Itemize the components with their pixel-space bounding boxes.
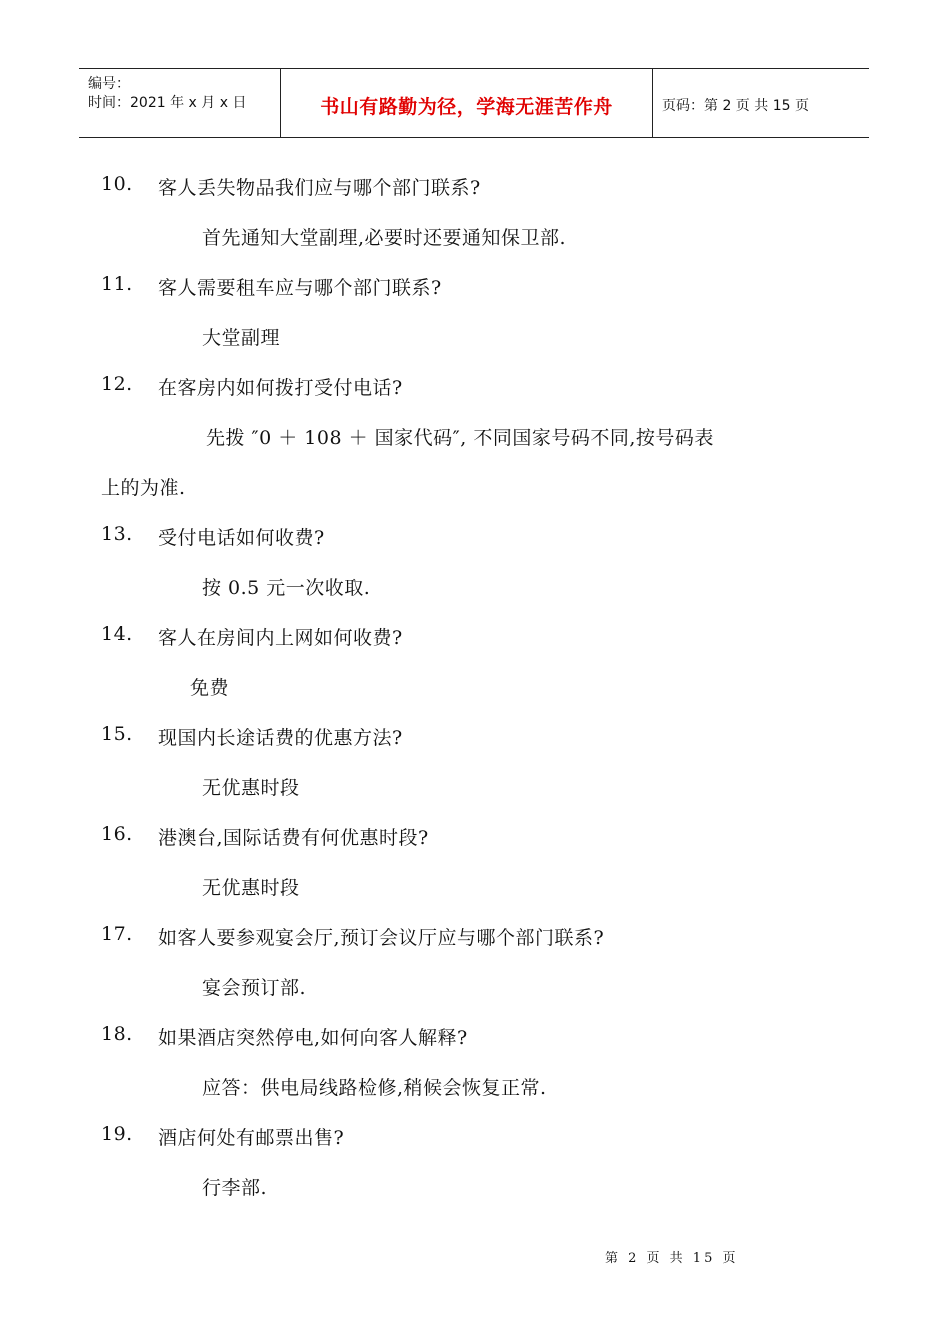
question-number: 14.	[101, 623, 133, 645]
header-page-info: 页码：第 2 页 共 15 页	[662, 98, 809, 114]
question-number: 11.	[101, 273, 133, 295]
document-header	[79, 68, 869, 138]
question-text: 现国内长途话费的优惠方法?	[158, 727, 403, 749]
answer-text: 首先通知大堂副理,必要时还要通知保卫部.	[202, 227, 567, 249]
answer-text: 无优惠时段	[202, 777, 300, 799]
question-text: 如果酒店突然停电,如何向客人解释?	[158, 1027, 468, 1049]
time-label: 时间：2021 年 x 月 x 日	[88, 95, 247, 111]
question-number: 12.	[101, 373, 133, 395]
question-number: 13.	[101, 523, 133, 545]
question-text: 受付电话如何收费?	[158, 527, 325, 549]
question-text: 客人需要租车应与哪个部门联系?	[158, 277, 442, 299]
answer-text-continued: 上的为准.	[101, 477, 186, 499]
page-footer: 第 2 页 共 15 页	[605, 1251, 739, 1266]
answer-text: 行李部.	[202, 1177, 268, 1199]
answer-text: 按 0.5 元一次收取.	[202, 577, 371, 599]
answer-text: 大堂副理	[202, 327, 281, 349]
question-text: 在客房内如何拨打受付电话?	[158, 377, 403, 399]
question-number: 10.	[101, 173, 133, 195]
question-number: 16.	[101, 823, 133, 845]
question-number: 19.	[101, 1123, 133, 1145]
answer-text: 宴会预订部.	[202, 977, 307, 999]
question-text: 客人丢失物品我们应与哪个部门联系?	[158, 177, 481, 199]
question-number: 18.	[101, 1023, 133, 1045]
answer-text: 免费	[190, 677, 230, 699]
question-text: 如客人要参观宴会厅,预订会议厅应与哪个部门联系?	[158, 927, 605, 949]
answer-text: 应答：供电局线路检修,稍候会恢复正常.	[202, 1077, 547, 1099]
question-number: 17.	[101, 923, 133, 945]
question-text: 客人在房间内上网如何收费?	[158, 627, 403, 649]
header-motto: 书山有路勤为径，学海无涯苦作舟	[281, 69, 653, 137]
answer-text: 无优惠时段	[202, 877, 300, 899]
question-text: 酒店何处有邮票出售?	[158, 1127, 345, 1149]
serial-label: 编号：	[88, 76, 130, 92]
answer-text: 先拨 ″0 ＋ 108 ＋ 国家代码″, 不同国家号码不同,按号码表	[206, 427, 714, 449]
question-text: 港澳台,国际话费有何优惠时段?	[158, 827, 429, 849]
question-number: 15.	[101, 723, 133, 745]
header-meta	[79, 69, 281, 137]
